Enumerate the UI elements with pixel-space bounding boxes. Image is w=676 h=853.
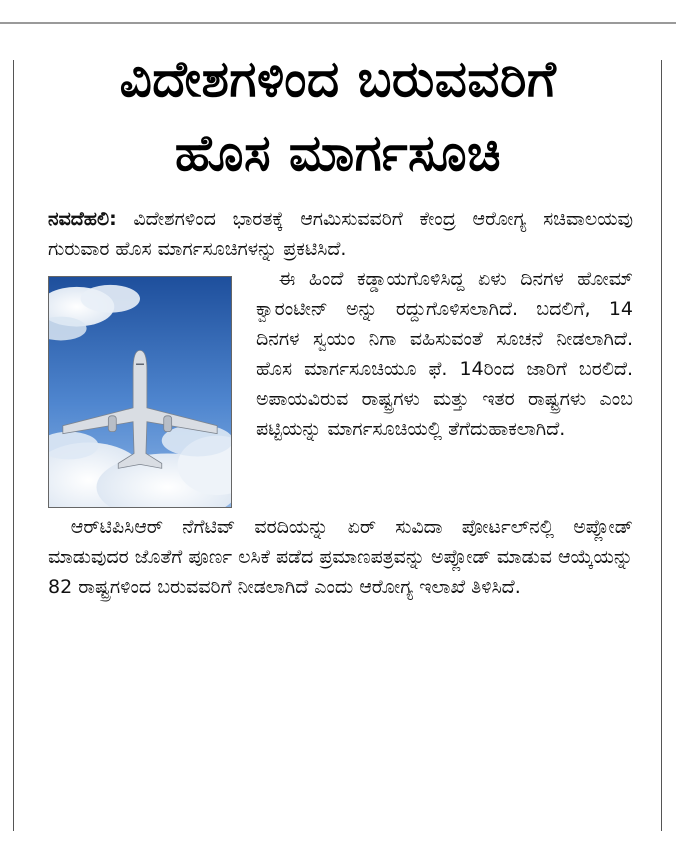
article-body [48,204,633,602]
intro-paragraph [48,204,633,264]
intro-text: ವಿದೇಶಗಳಿಂದ ಭಾರತಕ್ಕೆ ಆಗಮಿಸುವವರಿಗೆ ಕೇಂದ್ರ ಆರೋಗ್ಯ ಸಚಿವಾಲಯವು ಗುರುವಾರ ಹೊಸ ಮಾರ್ಗಸೂಚಿಗಳನ್ನು ಪ್ರಕಟಿಸಿದೆ. [48,208,633,260]
airplane-photo [48,276,232,508]
airplane-illustration [49,277,231,507]
headline-line-1: ವಿದೇಶಗಳಿಂದ ಬರುವವರಿಗೆ [119,50,557,108]
top-rule [0,22,676,24]
headline [30,42,646,190]
body-paragraph-3: ಆರ್‌ಟಿಪಿಸಿಆರ್ ನೆಗೆಟಿವ್ ವರದಿಯನ್ನು ಏರ್ ಸುವಿದಾ ಪೋರ್ಟಲ್‌ನಲ್ಲಿ ಅಪ್ಲೋಡ್ ಮಾಡುವುದರ ಜೊತೆಗೆ ಪೂರ್ಣ ಲಸಿಕೆ ಪಡೆದ ಪ್ರಮಾಣಪತ್ರವನ್ನು ಅಪ್ಲೋಡ್ ಮಾಡುವ ಆಯ್ಕೆಯನ್ನು 82 ರಾಷ್ಟ್ರಗಳಿಂದ ಬರುವವರಿಗೆ ನೀಡಲಾಗಿದೆ ಎಂದು ಆರೋಗ್ಯ ಇಲಾಖೆ ತಿಳಿಸಿದೆ. [48,516,633,598]
body-paragraph-2: ಈ ಹಿಂದೆ ಕಡ್ಡಾಯಗೊಳಿಸಿದ್ದ ಏಳು ದಿನಗಳ ಹೋಮ್ ಕ್ವಾರಂಟೀನ್ ಅನ್ನು ರದ್ದುಗೊಳಿಸಲಾಗಿದೆ. ಬದಲಿಗೆ, 14 ದಿನಗಳ ಸ್ವಯಂ ನಿಗಾ ವಹಿಸುವಂತೆ ಸೂಚನೆ ನೀಡಲಾಗಿದೆ. ಹೊಸ ಮಾರ್ಗಸೂಚಿಯೂ ಫೆ. 14ರಿಂದ ಜಾರಿಗೆ ಬರಲಿದೆ. ಅಪಾಯವಿರುವ ರಾಷ್ಟ್ರಗಳು ಮತ್ತು ಇತರ ರಾಷ್ಟ್ರಗಳು ಎಂಬ ಪಟ್ಟಿಯನ್ನು ಮಾರ್ಗಸೂಚಿಯಲ್ಲಿ ತೆಗೆದುಹಾಕಲಾಗಿದೆ. [256,268,633,440]
dateline: ನವದೆಹಲಿ: [48,208,117,230]
column-rule-left [13,60,14,831]
headline-line-2: ಹೊಸ ಮಾರ್ಗಸೂಚಿ [174,124,502,182]
column-rule-right [661,60,662,831]
